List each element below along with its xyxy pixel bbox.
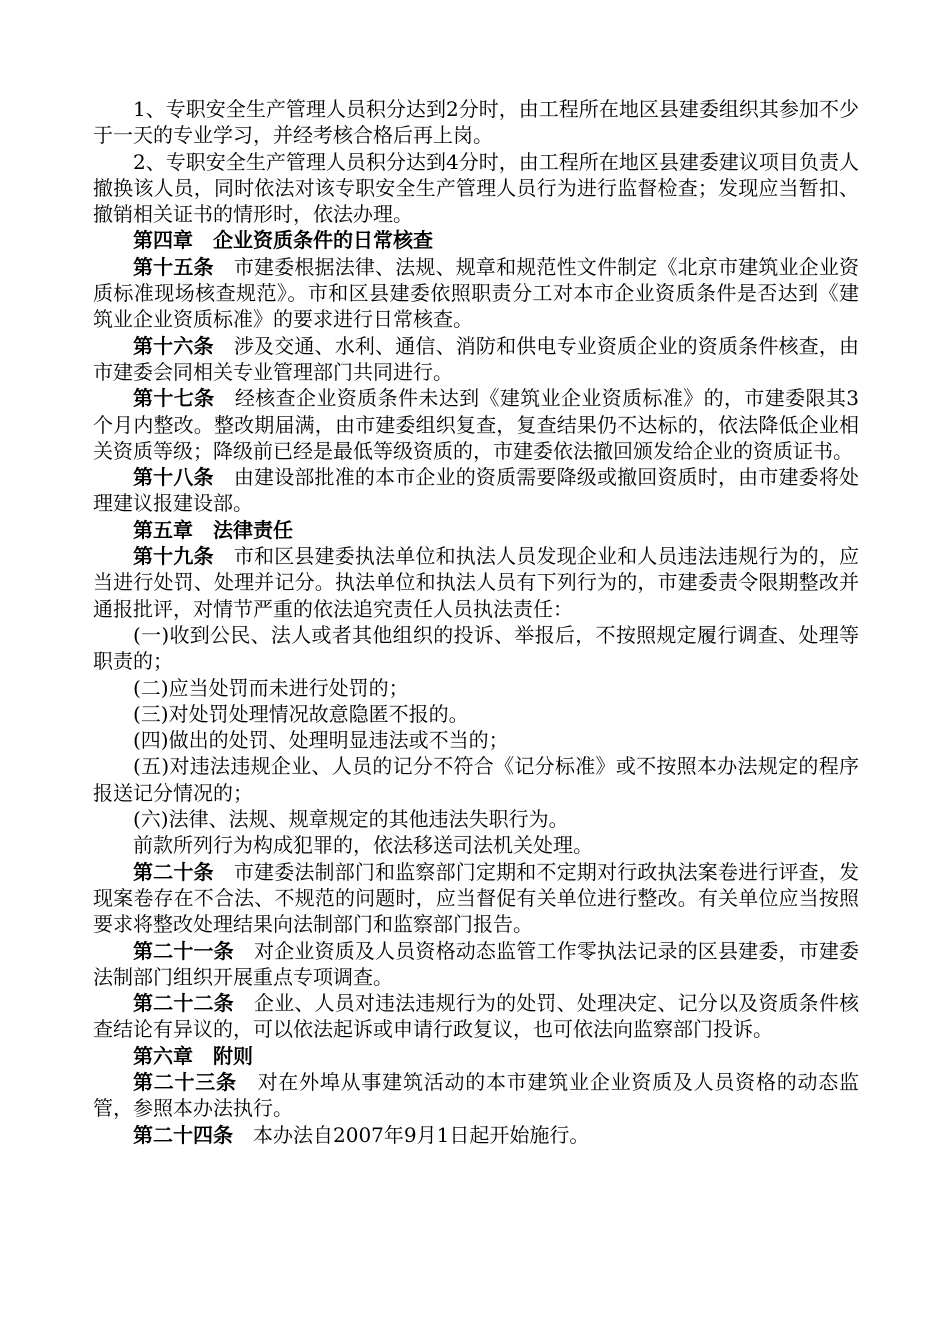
article-23 (93, 1069, 859, 1122)
article-20-text: 市建委法制部门和监察部门定期和不定期对行政执法案卷进行评查，发现案卷存在不合法、不规范的问题时，应当督促有关单位进行整改。有关单位应当按照要求将整改处理结果向法制部门和监察部门报告。 (93, 859, 860, 937)
article-17-title: 第十七条 (133, 386, 215, 411)
article-20 (93, 859, 859, 938)
article-23-text: 对在外埠从事建筑活动的本市建筑业企业资质及人员资格的动态监管，参照本办法执行。 (93, 1069, 860, 1121)
article-18 (93, 464, 859, 517)
article-21-title: 第二十一条 (133, 938, 234, 963)
article-24-title: 第二十四条 (133, 1122, 233, 1147)
chapter-6-heading: 第六章 附则 (133, 1043, 253, 1068)
article-24 (93, 1122, 859, 1148)
article-22-title: 第二十二条 (133, 991, 234, 1016)
list-item-4: (四)做出的处罚、处理明显违法或不当的； (133, 728, 509, 753)
article-15-title: 第十五条 (133, 254, 214, 279)
list-item-6: (六)法律、法规、规章规定的其他违法失职行为。 (133, 807, 569, 832)
article-19-text: 市和区县建委执法单位和执法人员发现企业和人员违法违规行为的，应当进行处罚、处理并记分。执法单位和执法人员有下列行为的，市建委责令限期整改并通报批评，对情节严重的依法追究责任人员执法责任： (93, 544, 860, 621)
list-item-2: (二)应当处罚而未进行处罚的； (133, 675, 409, 700)
article-20-title: 第二十条 (133, 859, 214, 884)
document-body (93, 96, 859, 1148)
article-16-title: 第十六条 (133, 333, 214, 358)
paragraph-item-1: 1、专职安全生产管理人员积分达到2分时，由工程所在地区县建委组织其参加不少于一天的专业学习，并经考核合格后再上岗。 (93, 97, 859, 148)
article-22 (93, 990, 859, 1043)
chapter-5-heading: 第五章 法律责任 (133, 517, 293, 542)
article-16 (93, 333, 859, 386)
list-item-1: (一)收到公民、法人或者其他组织的投诉、举报后，不按照规定履行调查、处理等职责的； (93, 622, 859, 674)
article-19-tail: 前款所列行为构成犯罪的，依法移送司法机关处理。 (133, 833, 593, 858)
article-19 (93, 543, 859, 622)
article-18-title: 第十八条 (133, 465, 214, 490)
list-item-5: (五)对违法违规企业、人员的记分不符合《记分标准》或不按照本办法规定的程序报送记分情况的； (93, 754, 859, 805)
article-21-text: 对企业资质及人员资格动态监管工作零执法记录的区县建委，市建委法制部门组织开展重点专项调查。 (93, 938, 860, 989)
chapter-4-heading: 第四章 企业资质条件的日常核查 (133, 228, 433, 253)
article-15 (93, 254, 859, 333)
article-19-title: 第十九条 (133, 544, 214, 569)
article-18-text: 由建设部批准的本市企业的资质需要降级或撤回资质时，由市建委将处理建议报建设部。 (93, 465, 860, 516)
article-23-title: 第二十三条 (133, 1069, 237, 1094)
article-17-text: 经核查企业资质条件未达到《建筑业企业资质标准》的，市建委限其3个月内整改。整改期届满，由市建委组织复查，复查结果仍不达标的，依法降低企业相关资质等级；降级前已经是最低等级资质的，市建委依法撤回颁发给企业的资质证书。 (93, 386, 860, 463)
article-17 (93, 385, 859, 464)
article-16-text: 涉及交通、水利、通信、消防和供电专业资质企业的资质条件核查，由市建委会同相关专业管理部门共同进行。 (93, 333, 860, 384)
article-24-text: 本办法自2007年9月1日起开始施行。 (253, 1122, 590, 1147)
article-21 (93, 938, 859, 991)
paragraph-item-2: 2、专职安全生产管理人员积分达到4分时，由工程所在地区县建委建议项目负责人撤换该人员，同时依法对该专职安全生产管理人员行为进行监督检查；发现应当暂扣、撤销相关证书的情形时，依法办理。 (93, 149, 859, 227)
article-22-text: 企业、人员对违法违规行为的处罚、处理决定、记分以及资质条件核查结论有异议的，可以依法起诉或申请行政复议，也可依法向监察部门投诉。 (93, 991, 860, 1042)
article-15-text: 市建委根据法律、法规、规章和规范性文件制定《北京市建筑业企业资质标准现场核查规范》。市和区县建委依照职责分工对本市企业资质条件是否达到《建筑业企业资质标准》的要求进行日常核查。 (93, 254, 860, 332)
list-item-3: (三)对处罚处理情况故意隐匿不报的。 (133, 701, 469, 726)
